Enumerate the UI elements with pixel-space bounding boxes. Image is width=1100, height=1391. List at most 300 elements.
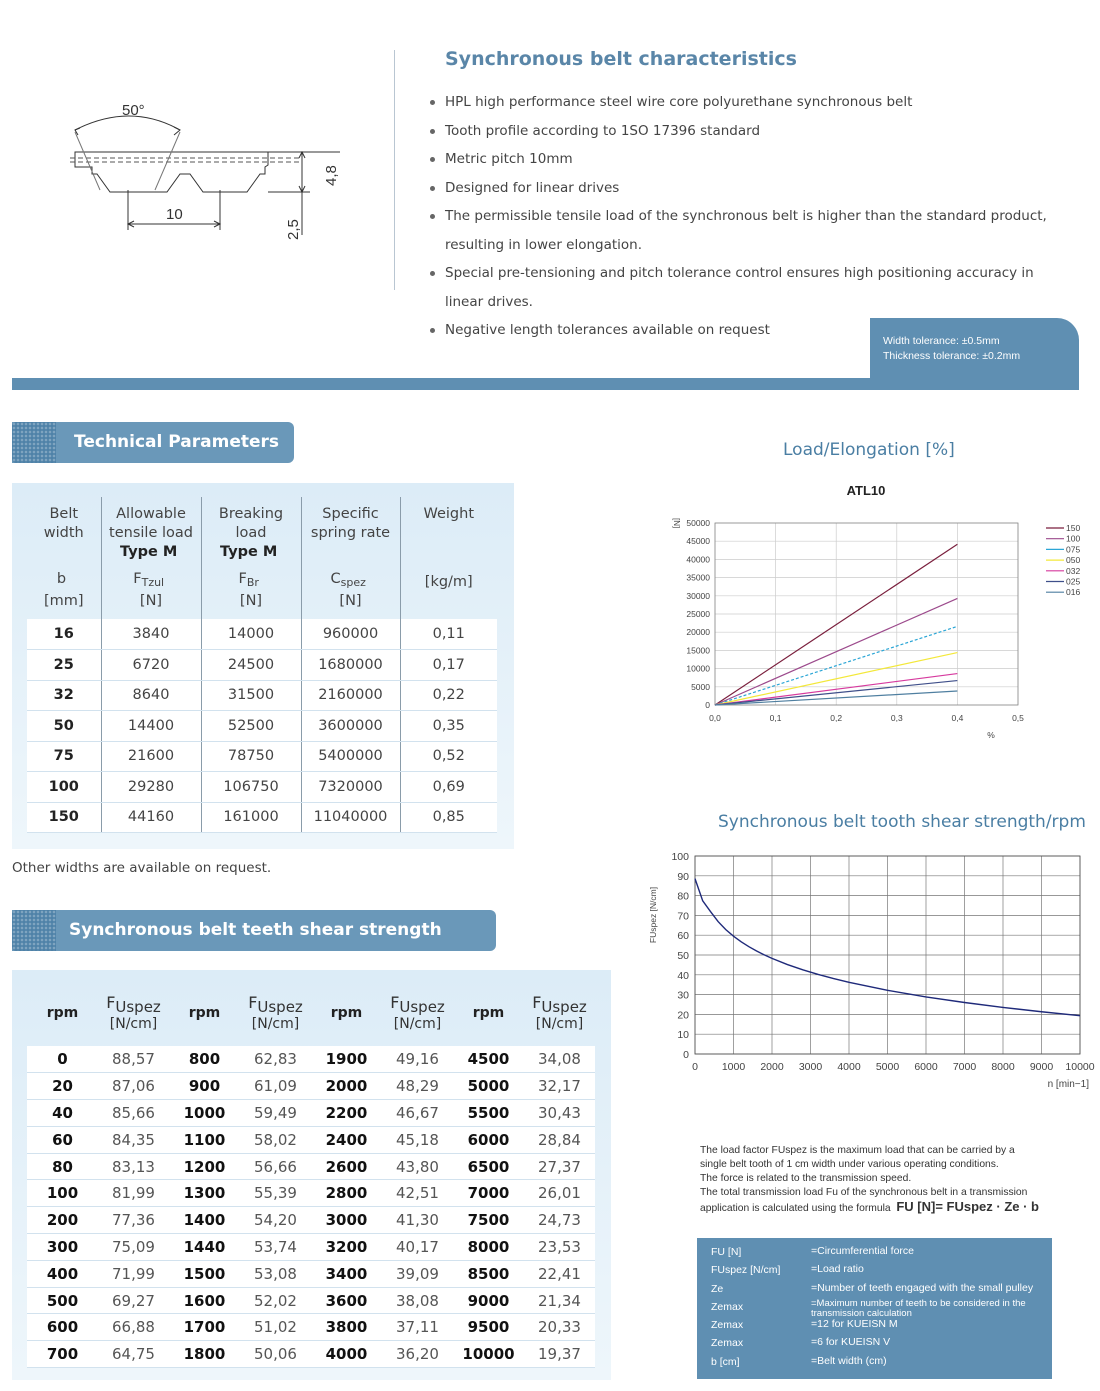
legend-label: 150 bbox=[1066, 523, 1081, 533]
legend-row bbox=[711, 1299, 1052, 1317]
fu-cell: 59,49 bbox=[240, 1100, 311, 1127]
table-cell: 960000 bbox=[301, 619, 400, 650]
fu-cell: 85,66 bbox=[98, 1100, 169, 1127]
y-tick-label: 40 bbox=[677, 969, 689, 982]
y-tick-label: 100 bbox=[671, 851, 689, 863]
fu-cell: 64,75 bbox=[98, 1341, 169, 1368]
rpm-cell: 3000 bbox=[311, 1207, 382, 1234]
technical-parameters-table bbox=[27, 497, 497, 833]
fu-cell: 51,02 bbox=[240, 1314, 311, 1341]
rpm-cell: 2800 bbox=[311, 1180, 382, 1207]
feature-list bbox=[430, 88, 1070, 345]
rpm-cell: 5000 bbox=[453, 1073, 524, 1100]
legend-label: 050 bbox=[1066, 555, 1081, 566]
rpm-cell: 10000 bbox=[453, 1341, 524, 1368]
x-axis-label: n [min−1] bbox=[1047, 1079, 1089, 1090]
table-cell: 5400000 bbox=[301, 741, 400, 772]
header-type: Type M bbox=[120, 544, 178, 560]
rpm-cell: 1000 bbox=[169, 1100, 240, 1127]
header-unit: [kg/m] bbox=[424, 574, 473, 590]
legend-symbol: Zemax bbox=[711, 1300, 744, 1313]
thickness-label: 2,5 bbox=[285, 219, 302, 240]
rpm-cell: 60 bbox=[27, 1126, 98, 1153]
y-tick-label: 15000 bbox=[686, 645, 710, 656]
table-row bbox=[27, 1180, 595, 1207]
rpm-cell: 1600 bbox=[169, 1287, 240, 1314]
table-row bbox=[27, 1207, 595, 1234]
table-cell: 44160 bbox=[101, 802, 201, 833]
rpm-cell: 1700 bbox=[169, 1314, 240, 1341]
rpm-cell: 1400 bbox=[169, 1207, 240, 1234]
legend-meaning: =Maximum number of teeth to be considered in the transmission calculation bbox=[811, 1297, 1026, 1319]
y-tick-label: 0 bbox=[705, 700, 710, 710]
fu-header: FUspez [N/cm] bbox=[532, 992, 587, 1032]
note-line-text: application is calculated using the formula bbox=[700, 1203, 891, 1214]
table-cell: 50 bbox=[27, 711, 101, 742]
table-cell: 16 bbox=[27, 619, 101, 650]
y-axis-label: FUspez [N/cm] bbox=[648, 886, 658, 944]
fu-header: FUspez [N/cm] bbox=[390, 992, 445, 1032]
table-row bbox=[27, 1341, 595, 1368]
x-tick-label: 2000 bbox=[760, 1061, 784, 1073]
rpm-cell: 3200 bbox=[311, 1234, 382, 1261]
fu-cell: 27,37 bbox=[524, 1153, 595, 1180]
table-cell: 29280 bbox=[101, 772, 201, 803]
rpm-cell: 5500 bbox=[453, 1100, 524, 1127]
fu-cell: 39,09 bbox=[382, 1260, 453, 1287]
fu-cell: 46,67 bbox=[382, 1100, 453, 1127]
rpm-cell: 100 bbox=[27, 1180, 98, 1207]
table-cell: 100 bbox=[27, 772, 101, 803]
transmission-formula: FU [N]= FUspez · Ze · b bbox=[896, 1199, 1039, 1214]
rpm-cell: 700 bbox=[27, 1341, 98, 1368]
rpm-cell: 80 bbox=[27, 1153, 98, 1180]
rpm-cell: 4000 bbox=[311, 1341, 382, 1368]
technical-parameters-header bbox=[12, 422, 294, 463]
rpm-cell: 2200 bbox=[311, 1100, 382, 1127]
fu-cell: 66,88 bbox=[98, 1314, 169, 1341]
fu-cell: 28,84 bbox=[524, 1126, 595, 1153]
dots-pattern bbox=[12, 910, 56, 951]
shear-strength-table-header bbox=[12, 910, 496, 951]
table-row bbox=[27, 1153, 595, 1180]
table-cell: 7320000 bbox=[301, 772, 400, 803]
header-line: load bbox=[235, 525, 267, 541]
fu-cell: 83,13 bbox=[98, 1153, 169, 1180]
rpm-cell: 1800 bbox=[169, 1341, 240, 1368]
table-cell: 0,11 bbox=[400, 619, 497, 650]
legend-meaning: =Belt width (cm) bbox=[811, 1354, 887, 1367]
legend-row bbox=[711, 1335, 1052, 1353]
x-tick-label: 0,0 bbox=[709, 713, 721, 723]
rpm-cell: 6000 bbox=[453, 1126, 524, 1153]
rpm-cell: 0 bbox=[27, 1046, 98, 1073]
table-cell: 24500 bbox=[201, 650, 301, 681]
feature-item: Tooth profile according to 1SO 17396 standard bbox=[430, 117, 1070, 146]
y-tick-label: 20 bbox=[677, 1009, 689, 1022]
y-tick-label: 10000 bbox=[686, 663, 710, 674]
fu-cell: 58,02 bbox=[240, 1126, 311, 1153]
fu-cell: 20,33 bbox=[524, 1314, 595, 1341]
legend-meaning: =Circumferential force bbox=[811, 1245, 914, 1257]
x-axis-label: % bbox=[987, 730, 995, 740]
legend-meaning: =Number of teeth engaged with the small pulley bbox=[811, 1281, 1034, 1294]
table-row bbox=[27, 619, 497, 650]
header-line: width bbox=[43, 525, 84, 541]
rpm-cell: 7000 bbox=[453, 1180, 524, 1207]
x-tick-label: 8000 bbox=[991, 1061, 1015, 1073]
x-tick-label: 0,5 bbox=[1012, 713, 1024, 723]
table-cell: 11040000 bbox=[301, 802, 400, 833]
table-cell: 6720 bbox=[101, 650, 201, 681]
table-row bbox=[27, 650, 497, 681]
y-tick-label: 90 bbox=[677, 870, 689, 883]
header-line: Weight bbox=[423, 506, 475, 522]
y-tick-label: 50000 bbox=[686, 518, 710, 528]
header-line: tensile load bbox=[109, 525, 193, 541]
rpm-cell: 1300 bbox=[169, 1180, 240, 1207]
rpm-cell: 1100 bbox=[169, 1126, 240, 1153]
fu-cell: 52,02 bbox=[240, 1287, 311, 1314]
table-cell: 0,22 bbox=[400, 680, 497, 711]
note-line bbox=[700, 1200, 1080, 1216]
legend-row bbox=[711, 1354, 1052, 1372]
dots-pattern bbox=[12, 422, 56, 463]
table-cell: 3600000 bbox=[301, 711, 400, 742]
x-tick-label: 9000 bbox=[1029, 1061, 1054, 1073]
table-cell: 3840 bbox=[101, 619, 201, 650]
table-cell: 0,17 bbox=[400, 650, 497, 681]
fu-cell: 62,83 bbox=[240, 1046, 311, 1073]
pitch-label: 10 bbox=[166, 206, 183, 223]
rpm-cell: 300 bbox=[27, 1234, 98, 1261]
table-row bbox=[27, 1287, 595, 1314]
table-row bbox=[27, 772, 497, 803]
x-tick-label: 0,2 bbox=[830, 713, 843, 723]
header-symbol: $F_{Br}$ bbox=[238, 571, 259, 589]
table-row bbox=[27, 1260, 595, 1287]
rpm-header: rpm bbox=[46, 1004, 79, 1021]
header-unit: [N] bbox=[339, 593, 362, 609]
fu-cell: 87,06 bbox=[98, 1073, 169, 1100]
shear-strength-panel bbox=[12, 970, 611, 1380]
y-tick-label: 45000 bbox=[686, 536, 710, 547]
y-tick-label: 30 bbox=[677, 989, 689, 1002]
fu-cell: 26,01 bbox=[524, 1180, 595, 1207]
legend-row bbox=[711, 1244, 1052, 1262]
note-line: single belt tooth of 1 cm width under various operating conditions. bbox=[700, 1159, 999, 1170]
table-row bbox=[27, 1046, 595, 1073]
rpm-header: rpm bbox=[330, 1004, 363, 1021]
shear-strength-chart bbox=[640, 845, 1095, 1095]
fu-cell: 43,80 bbox=[382, 1153, 453, 1180]
fu-cell: 75,09 bbox=[98, 1234, 169, 1261]
fu-cell: 54,20 bbox=[240, 1207, 311, 1234]
y-tick-label: 25000 bbox=[686, 609, 710, 619]
table-cell: 150 bbox=[27, 802, 101, 833]
rpm-cell: 9000 bbox=[453, 1287, 524, 1314]
header-line: Belt bbox=[49, 506, 79, 522]
x-tick-label: 10000 bbox=[1065, 1061, 1095, 1073]
legend-row bbox=[711, 1281, 1052, 1299]
header-line: Breaking bbox=[218, 506, 284, 522]
fu-cell: 81,99 bbox=[98, 1180, 169, 1207]
fu-cell: 53,08 bbox=[240, 1260, 311, 1287]
feature-item: Negative length tolerances available on request bbox=[430, 316, 1070, 345]
rpm-cell: 2400 bbox=[311, 1126, 382, 1153]
rpm-cell: 6500 bbox=[453, 1153, 524, 1180]
fu-cell: 22,41 bbox=[524, 1260, 595, 1287]
note-line: The force is related to the transmission speed. bbox=[700, 1173, 912, 1184]
rpm-cell: 400 bbox=[27, 1260, 98, 1287]
fu-header: FUspez [N/cm] bbox=[248, 992, 303, 1032]
x-tick-label: 0,1 bbox=[769, 713, 782, 723]
y-tick-label: 0 bbox=[683, 1049, 689, 1061]
header-unit: [mm] bbox=[43, 593, 84, 609]
fu-cell: 88,57 bbox=[98, 1046, 169, 1073]
header-type: Type M bbox=[220, 544, 278, 560]
symbol-legend-box bbox=[697, 1238, 1052, 1379]
feature-item: The permissible tensile load of the synchronous belt is higher than the standard product, resulting in lower elongation. bbox=[430, 202, 1070, 259]
x-tick-label: 3000 bbox=[798, 1061, 823, 1073]
rpm-cell: 200 bbox=[27, 1207, 98, 1234]
table-row bbox=[27, 1126, 595, 1153]
tolerance-box bbox=[870, 318, 1079, 390]
rpm-cell: 9500 bbox=[453, 1314, 524, 1341]
load-factor-note bbox=[700, 1144, 1080, 1216]
fu-cell: 84,35 bbox=[98, 1126, 169, 1153]
y-tick-label: 80 bbox=[677, 890, 689, 903]
table-cell: 161000 bbox=[201, 802, 301, 833]
rpm-cell: 1440 bbox=[169, 1234, 240, 1261]
rpm-cell: 2000 bbox=[311, 1073, 382, 1100]
feature-item: Metric pitch 10mm bbox=[430, 145, 1070, 174]
x-tick-label: 0,3 bbox=[890, 713, 903, 723]
fu-header: FUspez [N/cm] bbox=[106, 992, 161, 1032]
legend-label: 032 bbox=[1066, 565, 1081, 576]
y-tick-label: 30000 bbox=[686, 590, 710, 601]
rpm-cell: 600 bbox=[27, 1314, 98, 1341]
table-cell: 1680000 bbox=[301, 650, 400, 681]
table-cell: 25 bbox=[27, 650, 101, 681]
table-cell: 32 bbox=[27, 680, 101, 711]
rpm-cell: 8500 bbox=[453, 1260, 524, 1287]
legend-label: 075 bbox=[1066, 544, 1081, 555]
fu-cell: 23,53 bbox=[524, 1234, 595, 1261]
fu-cell: 40,17 bbox=[382, 1234, 453, 1261]
legend-row bbox=[711, 1317, 1052, 1335]
fu-cell: 71,99 bbox=[98, 1260, 169, 1287]
header-symbol: $C_{spez}$ bbox=[330, 571, 366, 589]
table-cell: 0,69 bbox=[400, 772, 497, 803]
fu-cell: 53,74 bbox=[240, 1234, 311, 1261]
fu-cell: 37,11 bbox=[382, 1314, 453, 1341]
rpm-header: rpm bbox=[472, 1004, 505, 1021]
fu-cell: 42,51 bbox=[382, 1180, 453, 1207]
table-cell: 0,52 bbox=[400, 741, 497, 772]
page-title: Synchronous belt characteristics bbox=[445, 48, 797, 70]
belt-profile-drawing bbox=[40, 90, 360, 260]
header-type bbox=[302, 543, 400, 562]
legend-symbol: Zemax bbox=[711, 1337, 744, 1350]
fu-cell: 24,73 bbox=[524, 1207, 595, 1234]
load-elongation-chart bbox=[660, 475, 1090, 750]
table-row bbox=[27, 802, 497, 833]
legend-label: 025 bbox=[1066, 576, 1081, 587]
fu-cell: 19,37 bbox=[524, 1341, 595, 1368]
rpm-cell: 7500 bbox=[453, 1207, 524, 1234]
legend-meaning: =6 for KUEISN V bbox=[811, 1336, 891, 1349]
legend-meaning: =12 for KUEISN M bbox=[811, 1318, 898, 1331]
header-unit: [N] bbox=[139, 593, 163, 609]
column-header bbox=[301, 497, 400, 619]
fu-cell: 77,36 bbox=[98, 1207, 169, 1234]
width-tolerance: Width tolerance: ±0.5mm bbox=[883, 335, 1000, 347]
fu-cell: 50,06 bbox=[240, 1341, 311, 1368]
shear-strength-chart-title: Synchronous belt tooth shear strength/rpm bbox=[718, 812, 1086, 832]
chart-title: ATL10 bbox=[846, 483, 886, 498]
header-symbol: $F_{Tzul}$ bbox=[133, 571, 165, 589]
table-row bbox=[27, 1314, 595, 1341]
table-cell: 0,85 bbox=[400, 802, 497, 833]
table-row bbox=[27, 1073, 595, 1100]
header-unit: [N] bbox=[239, 593, 263, 609]
column-header bbox=[27, 497, 101, 619]
x-tick-label: 1000 bbox=[721, 1061, 746, 1073]
shear-strength-table bbox=[27, 980, 595, 1368]
rpm-cell: 1900 bbox=[311, 1046, 382, 1073]
y-tick-label: 50 bbox=[677, 950, 689, 962]
rpm-cell: 3600 bbox=[311, 1287, 382, 1314]
rpm-cell: 800 bbox=[169, 1046, 240, 1073]
table-row bbox=[27, 1234, 595, 1261]
header-line: Specific bbox=[322, 506, 379, 522]
table-cell: 75 bbox=[27, 741, 101, 772]
legend-label: 016 bbox=[1066, 587, 1081, 598]
table-cell: 78750 bbox=[201, 741, 301, 772]
x-tick-label: 0,4 bbox=[951, 713, 964, 723]
table-cell: 8640 bbox=[101, 680, 201, 711]
rpm-cell: 2600 bbox=[311, 1153, 382, 1180]
table-cell: 52500 bbox=[201, 711, 301, 742]
x-tick-label: 7000 bbox=[952, 1061, 977, 1073]
fu-cell: 61,09 bbox=[240, 1073, 311, 1100]
fu-cell: 34,08 bbox=[524, 1046, 595, 1073]
other-widths-note: Other widths are available on request. bbox=[12, 860, 272, 876]
rpm-cell: 1200 bbox=[169, 1153, 240, 1180]
table-cell: 2160000 bbox=[301, 680, 400, 711]
rpm-cell: 20 bbox=[27, 1073, 98, 1100]
header-line: spring rate bbox=[310, 525, 391, 541]
fu-cell: 30,43 bbox=[524, 1100, 595, 1127]
legend-row bbox=[711, 1262, 1052, 1280]
fu-cell: 41,30 bbox=[382, 1207, 453, 1234]
y-axis-label: [N] bbox=[672, 518, 681, 529]
rpm-cell: 3800 bbox=[311, 1314, 382, 1341]
x-tick-label: 6000 bbox=[914, 1061, 938, 1073]
table-row bbox=[27, 1100, 595, 1127]
rpm-cell: 500 bbox=[27, 1287, 98, 1314]
thickness-tolerance: Thickness tolerance: ±0.2mm bbox=[883, 350, 1021, 362]
header-type bbox=[27, 543, 101, 562]
table-cell: 0,35 bbox=[400, 711, 497, 742]
fu-cell: 32,17 bbox=[524, 1073, 595, 1100]
table-cell: 14000 bbox=[201, 619, 301, 650]
legend-symbol: Ze bbox=[711, 1282, 724, 1295]
rpm-cell: 8000 bbox=[453, 1234, 524, 1261]
column-header bbox=[201, 497, 301, 619]
note-line: The total transmission load Fu of the synchronous belt in a transmission bbox=[700, 1187, 1028, 1198]
legend-symbol: FUspez [N/cm] bbox=[711, 1264, 781, 1277]
y-tick-label: 60 bbox=[677, 930, 689, 943]
y-tick-label: 70 bbox=[677, 910, 689, 923]
fu-cell: 45,18 bbox=[382, 1126, 453, 1153]
fu-cell: 49,16 bbox=[382, 1046, 453, 1073]
fu-cell: 38,08 bbox=[382, 1287, 453, 1314]
header-type bbox=[401, 524, 498, 543]
legend-symbol: Zemax bbox=[711, 1319, 744, 1332]
legend-label: 100 bbox=[1066, 533, 1081, 544]
legend-symbol: FU [N] bbox=[711, 1246, 742, 1258]
load-elongation-title: Load/Elongation [%] bbox=[783, 440, 955, 460]
table-row bbox=[27, 680, 497, 711]
header-divider bbox=[394, 50, 395, 290]
x-tick-label: 5000 bbox=[875, 1061, 900, 1073]
y-tick-label: 40000 bbox=[686, 554, 710, 565]
section-title: Synchronous belt teeth shear strength bbox=[69, 920, 442, 940]
legend-symbol: b [cm] bbox=[711, 1355, 740, 1368]
y-tick-label: 5000 bbox=[691, 681, 710, 692]
feature-item: Designed for linear drives bbox=[430, 174, 1070, 203]
table-cell: 14400 bbox=[101, 711, 201, 742]
rpm-cell: 4500 bbox=[453, 1046, 524, 1073]
table-row bbox=[27, 711, 497, 742]
table-row bbox=[27, 741, 497, 772]
table-cell: 31500 bbox=[201, 680, 301, 711]
y-tick-label: 35000 bbox=[686, 572, 710, 583]
technical-parameters-panel bbox=[12, 483, 514, 849]
y-tick-label: 20000 bbox=[686, 627, 710, 638]
fu-cell: 36,20 bbox=[382, 1341, 453, 1368]
y-tick-label: 10 bbox=[677, 1029, 689, 1042]
table-cell: 21600 bbox=[101, 741, 201, 772]
rpm-cell: 1500 bbox=[169, 1260, 240, 1287]
rpm-cell: 40 bbox=[27, 1100, 98, 1127]
column-header bbox=[101, 497, 201, 619]
rpm-cell: 900 bbox=[169, 1073, 240, 1100]
table-cell: 106750 bbox=[201, 772, 301, 803]
height-label: 4,8 bbox=[323, 165, 340, 186]
section-title: Technical Parameters bbox=[74, 432, 280, 452]
note-line: The load factor FUspez is the maximum load that can be carried by a bbox=[700, 1145, 1015, 1156]
fu-cell: 69,27 bbox=[98, 1287, 169, 1314]
legend-meaning: =Load ratio bbox=[811, 1263, 864, 1276]
feature-item: HPL high performance steel wire core polyurethane synchronous belt bbox=[430, 88, 1070, 117]
feature-item: Special pre-tensioning and pitch tolerance control ensures high positioning accuracy in linear drives. bbox=[430, 259, 1070, 316]
fu-cell: 55,39 bbox=[240, 1180, 311, 1207]
fu-cell: 21,34 bbox=[524, 1287, 595, 1314]
column-header bbox=[400, 497, 497, 619]
fu-cell: 56,66 bbox=[240, 1153, 311, 1180]
rpm-cell: 3400 bbox=[311, 1260, 382, 1287]
header-symbol: b bbox=[56, 571, 67, 587]
fu-cell: 48,29 bbox=[382, 1073, 453, 1100]
x-tick-label: 0 bbox=[692, 1061, 698, 1073]
header-symbol bbox=[401, 551, 498, 573]
header-line: Allowable bbox=[116, 506, 186, 522]
x-tick-label: 4000 bbox=[837, 1061, 861, 1073]
angle-label: 50° bbox=[122, 102, 145, 119]
